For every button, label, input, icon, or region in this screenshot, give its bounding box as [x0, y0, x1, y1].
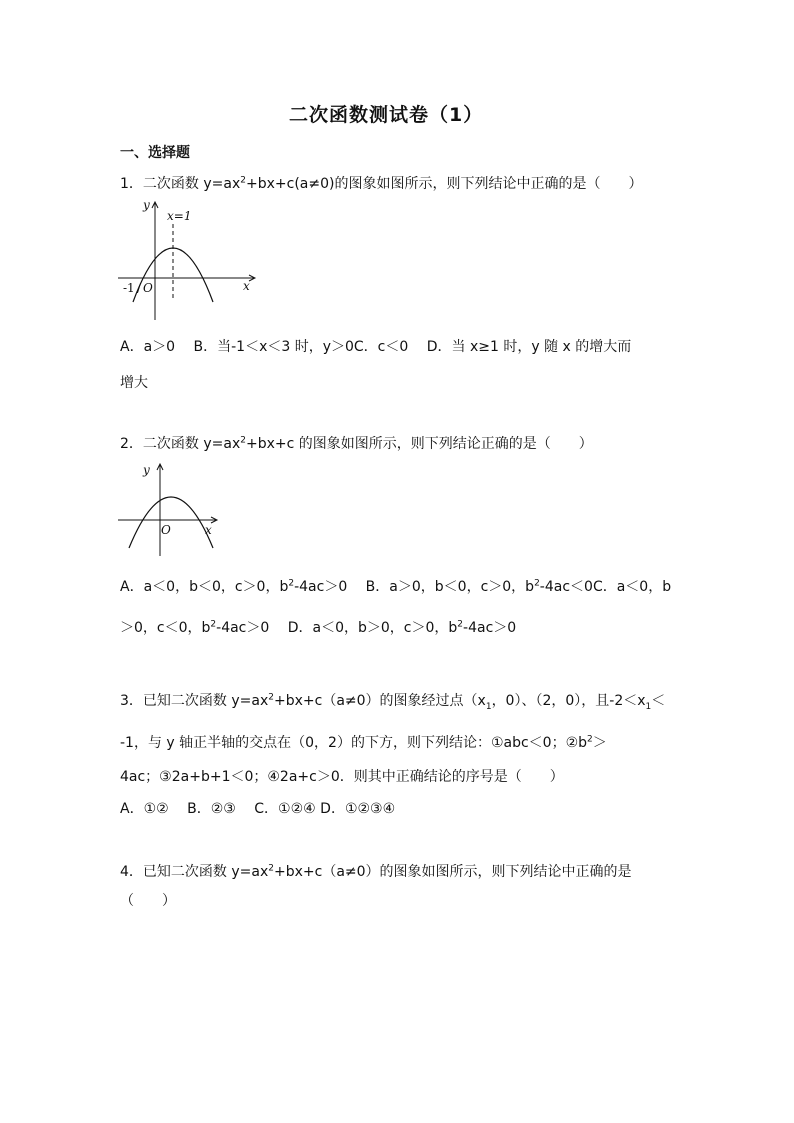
q1-options-line2: 增大 [120, 375, 148, 391]
q2-y-label: y [143, 463, 150, 477]
q1-stem-exponent: 2 [240, 175, 246, 186]
q1-dashed-label: x=1 [167, 209, 192, 223]
page-title: 二次函数测试卷（1） [289, 104, 484, 126]
q3-line1 [120, 692, 666, 712]
q1-y-label: y [143, 198, 150, 212]
q2-stem-exponent: 2 [240, 435, 246, 446]
q3-options: A．①② B．②③ C．①②④ D．①②③④ [120, 801, 396, 817]
q2-parabola-figure [115, 460, 225, 560]
q1-slash-mark: / [137, 281, 142, 295]
q1-stem-text-b: +bx+c(a≠0)的图象如图所示，则下列结论中正确的是（ ） [245, 176, 643, 192]
q3-l1-text-c: ，0）、（2，0），且-2＜x [491, 693, 646, 709]
q2-l2-exp1: 2 [210, 619, 217, 630]
q3-l2-exp: 2 [587, 734, 593, 745]
q2-origin-label: O [161, 523, 171, 537]
q2-options-line1 [120, 580, 671, 594]
q1-stem [120, 177, 642, 191]
q2-l1-text-c: -4ac＜0C．a＜0，b [539, 579, 672, 595]
section-heading: 一、选择题 [120, 145, 190, 161]
q3-l2-text-a: -1，与 y 轴正半轴的交点在（0，2）的下方，则下列结论：①abc＜0；②b [120, 735, 588, 751]
q3-l1-text-a: 3．已知二次函数 y=ax [120, 693, 269, 709]
q2-stem-text-b: +bx+c 的图象如图所示，则下列结论正确的是（ ） [245, 436, 593, 452]
q3-l2-text-b: ＞ [592, 735, 607, 751]
q3-l1-sub2: 1 [645, 701, 652, 712]
q2-options-line2 [120, 621, 516, 635]
q1-origin-label: O [143, 281, 153, 295]
q3-line3: 4ac；③2a+b+1＜0；④2a+c＞0．则其中正确结论的序号是（ ） [120, 769, 564, 785]
q2-stem [120, 437, 593, 451]
q3-l1-sub1: 1 [485, 701, 492, 712]
q3-l1-text-d: ＜ [651, 693, 666, 709]
q1-options-line1: A．a＞0 B．当-1＜x＜3 时，y＞0C．c＜0 D．当 x≥1 时，y 随 x 的增大而 [120, 339, 632, 355]
q3-l1-text-b: +bx+c（a≠0）的图象经过点（x [273, 693, 486, 709]
q2-x-label: x [205, 523, 212, 537]
q4-line2: （ ） [120, 893, 176, 909]
q4-line1 [120, 865, 632, 879]
q2-l1-exp1: 2 [288, 578, 295, 589]
q1-minus-one-label: -1 [123, 281, 135, 295]
q1-x-label: x [243, 279, 250, 293]
q2-stem-text-a: 2．二次函数 y=ax [120, 436, 241, 452]
q1-stem-text-a: 1．二次函数 y=ax [120, 176, 241, 192]
q2-parabola-curve [129, 497, 213, 548]
q1-parabola-figure [115, 198, 265, 323]
q2-l2-text-b: -4ac＞0 D．a＜0，b＞0，c＞0，b [216, 620, 458, 636]
q3-line2 [120, 736, 607, 750]
q2-l2-exp2: 2 [457, 619, 464, 630]
q2-l2-text-a: ＞0，c＜0，b [120, 620, 211, 636]
q3-l1-exp: 2 [268, 692, 274, 703]
q4-l1-exp: 2 [268, 863, 274, 874]
q4-l1-text-b: +bx+c（a≠0）的图象如图所示，则下列结论中正确的是 [273, 864, 632, 880]
q4-l1-text-a: 4．已知二次函数 y=ax [120, 864, 269, 880]
q2-l1-exp2: 2 [534, 578, 540, 589]
q2-l1-text-a: A．a＜0，b＜0，c＞0，b [120, 579, 289, 595]
q2-l2-text-c: -4ac＞0 [463, 620, 517, 636]
q2-l1-text-b: -4ac＞0 B．a＞0，b＜0，c＞0，b [294, 579, 535, 595]
